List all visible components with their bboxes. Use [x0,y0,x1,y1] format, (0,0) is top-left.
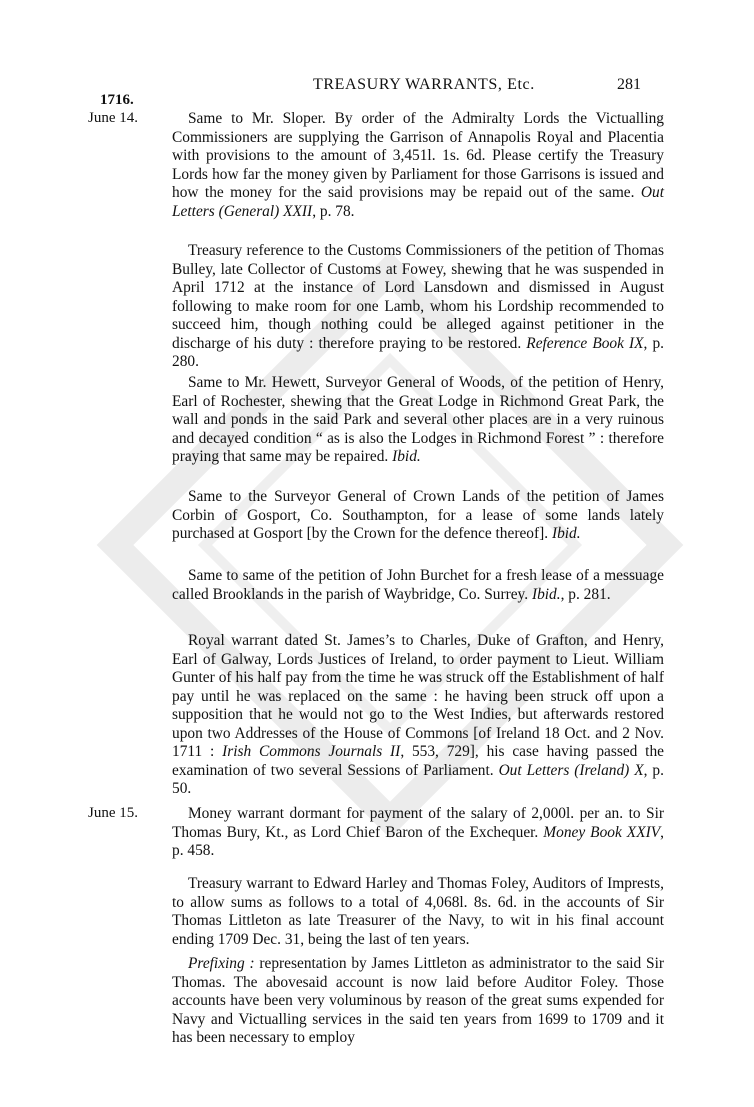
entry-paragraph-2 [172,242,664,372]
entry-text: Treasury reference to the Customs Commissioners of the petition of Thomas Bulley, late Collector of Customs at Fowey, shewing that he was suspended in April 1712 at the instance of Lord Lansdown and dismissed in August following to make room for one Lamb, whom his Lordship recommended to succeed him, though nothing could be alleged against petitioner in the discharge of his duty : therefore praying to be restored. [172,242,664,352]
entry-text: Same to Mr. Sloper. By order of the Admiralty Lords the Victualling Commissioners are supplying the Garrison of Annapolis Royal and Placentia with provisions to the amount of 3,451l. 1s. 6d. Please certify the Treasury Lords how far the money given by Parliament for those Garrisons is issued and how the money for the said provisions may be repaid out of the same. [172,110,664,201]
entry-paragraph-7 [172,805,664,861]
running-title: TREASURY WARRANTS, Etc. [313,76,535,93]
entry-citation: Ibid. [551,525,581,542]
entry-text: Royal warrant dated St. James’s to Charles, Duke of Grafton, and Henry, Earl of Galway, Lords Justices of Ireland, to order payment to Lieut. William Gunter of his half pay from the time he was struck off the Establishment of half pay until he was replaced on the same : he having been struck off upon a supposition that he would not go to the West Indies, but afterwards restored upon two Addresses of the House of Commons [of Ireland 18 Oct. and 2 Nov. 1711 : [172,632,664,760]
entry-paragraph-6 [172,632,664,799]
entry-text: representation by James Littleton as administrator to the said Sir Thomas. The abovesaid account is now laid before Auditor Foley. Those accounts have been very voluminous by reason of the great sums expended for Navy and Victualling services in the said ten years from 1699 to 1709 and it has been necessary to employ [172,955,664,1046]
entry-citation: Reference Book IX [526,334,644,352]
entry-citation-page: , p. 50. [172,761,664,797]
entry-paragraph-5 [172,567,664,604]
entry-paragraph-1 [172,110,664,221]
entry-paragraph-3 [172,374,664,467]
entry-text: Money warrant dormant for payment of the salary of 2,000l. per an. to Sir Thomas Bury, Kt., as Lord Chief Baron of the Exchequer. [172,805,664,841]
entry-citation: Ibid. [531,585,561,603]
entry-text-continued: , 553, 729], his case having passed the examination of two several Sessions of Parliament. [172,743,664,779]
year-label: 1716. [100,92,134,108]
entry-citation: Out Letters (General) XXII [172,184,664,220]
date-june-15: June 15. [88,805,138,821]
entry-citation: Ibid. [392,448,421,465]
page-number: 281 [617,76,641,93]
entry-citation: Money Book XXIV [543,823,661,841]
date-june-14: June 14. [88,110,138,126]
entry-lead: Prefixing : [188,955,255,972]
entry-text: Same to the Surveyor General of Crown Lands of the petition of James Corbin of Gosport, Co. Southampton, for a lease of some lands lately purchased at Gosport [by the Crown for the defence thereof]. [172,488,664,542]
entry-citation-page: , p. 78. [312,202,355,220]
entry-citation: Out Letters (Ireland) X [498,761,644,779]
entry-text: Treasury warrant to Edward Harley and Thomas Foley, Auditors of Imprests, to allow sums as follows to a total of 4,068l. 8s. 6d. in the accounts of Sir Thomas Littleton as late Treasurer of the Navy, to wit in his final account ending 1709 Dec. 31, being the last of ten years. [172,875,664,948]
entry-citation-page: , p. 281. [560,585,611,603]
entry-text: Same to Mr. Hewett, Surveyor General of Woods, of the petition of Henry, Earl of Rochester, shewing that the Great Lodge in Richmond Great Park, the wall and ponds in the said Park and several other places are in a very ruinous and decayed condition “ as is also the Lodges in Richmond Forest ” : therefore praying that same may be repaired. [172,374,664,465]
entry-text: Same to same of the petition of John Burchet for a fresh lease of a messuage called Brooklands in the parish of Waybridge, Co. Surrey. [172,567,664,603]
entry-paragraph-8 [172,875,664,949]
entry-paragraph-9 [172,955,664,1048]
entry-paragraph-4 [172,488,664,544]
entry-citation-page: , p. 280. [172,334,665,370]
entry-citation-journal: Irish Commons Journals II [222,743,401,760]
entry-citation-page: , p. 458. [172,823,664,859]
